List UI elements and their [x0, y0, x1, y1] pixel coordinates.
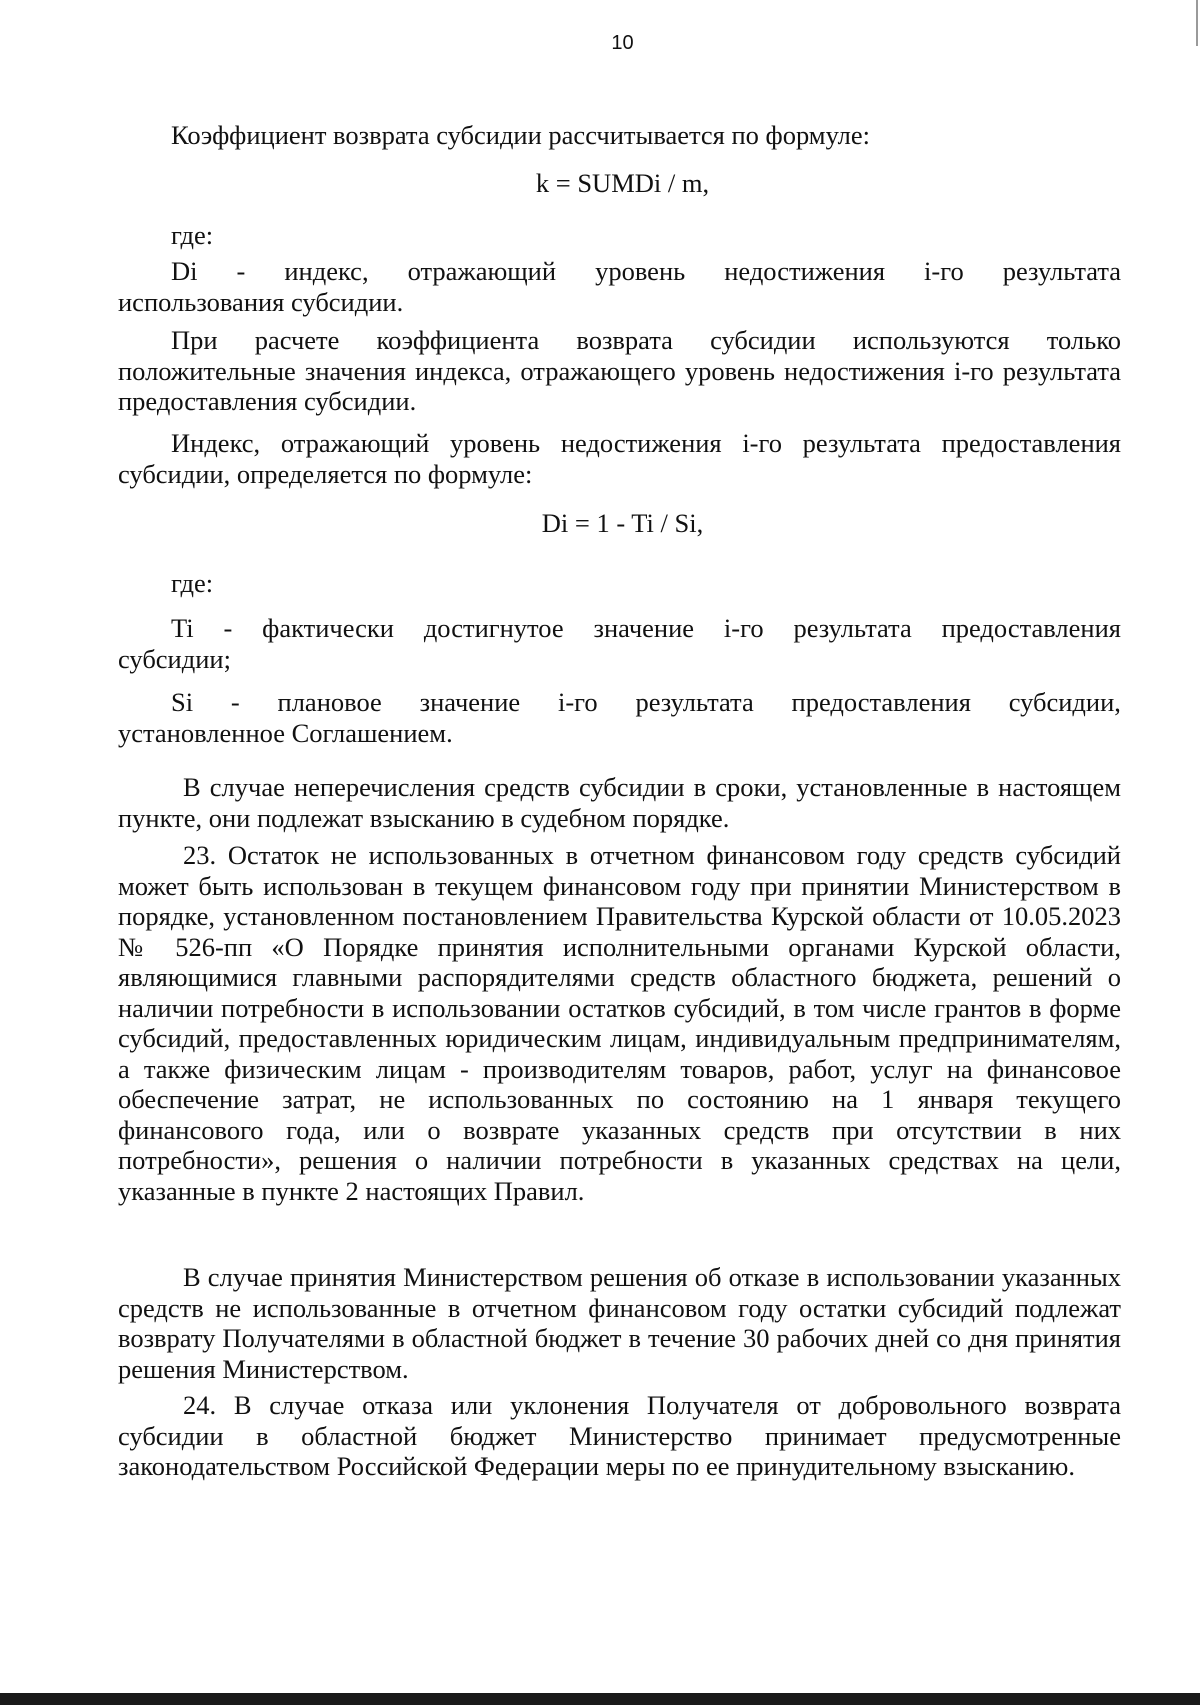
paragraph-refusal-decision: В случае принятия Министерством решения об отказе в использовании указанных средств не использованные в отчетном финансовом году остатки субсидий подлежат возврату Получателями в областной бюджет в течение 30 рабочих дней со дня принятия решения Министерством. [118, 1262, 1121, 1384]
definition-si-first-line: Si - плановое значение i-го результата предоставления субсидии, [171, 687, 1121, 717]
paragraph-index-formula: Индекс, отражающий уровень недостижения i-го результата предоставления субсидии, определяется по формуле: [118, 428, 1121, 489]
definition-ti [118, 613, 1121, 674]
definition-si-continuation: установленное Соглашением. [118, 717, 453, 748]
definition-di-continuation: использования субсидии. [118, 286, 404, 317]
paragraph-item-24: 24. В случае отказа или уклонения Получателя от добровольного возврата субсидии в областной бюджет Министерство принимает предусмотренные законодательством Российской Федерации меры по ее принудительному взысканию. [118, 1390, 1121, 1481]
where-label-2: где: [171, 568, 214, 598]
where-label-1: где: [171, 220, 214, 250]
paragraph-court-recovery: В случае неперечисления средств субсидии в сроки, установленные в настоящем пункте, они подлежат взысканию в судебном порядке. [118, 772, 1121, 833]
formula-k: k = SUMDi / m, [535, 168, 710, 198]
paragraph-formula-intro: Коэффициент возврата субсидии рассчитывается по формуле: [171, 120, 871, 150]
definition-ti-first-line: Ti - фактически достигнутое значение i-го результата предоставления [171, 613, 1121, 643]
definition-si [118, 687, 1121, 748]
formula-di: Di = 1 - Ti / Si, [541, 508, 704, 538]
paragraph-item-23: 23. Остаток не использованных в отчетном финансовом году средств субсидий может быть использован в текущем финансовом году при принятии Министерством в порядке, установленном постановлением Правительства Курской области от 10.05.2023 № 526-пп «О Порядке принятия исполнительными органами Курской области, являющимися главными распорядителями средств областного бюджета, решений о наличии потребности в использовании остатков субсидий, в том числе грантов в форме субсидий, предоставленных юридическим лицам, индивидуальным предпринимателям, а также физическим лицам - производителям товаров, работ, услуг на финансовое обеспечение затрат, не использованных по состоянию на 1 января текущего финансового года, или о возврате указанных средств при отсутствии в них потребности», решения о наличии потребности в указанных средствах на цели, указанные в пункте 2 настоящих Правил. [118, 840, 1121, 1206]
definition-di-first-line: Di - индекс, отражающий уровень недостижения i-го результата [171, 256, 1121, 286]
definition-ti-continuation: субсидии; [118, 643, 231, 674]
definition-di [118, 256, 1121, 317]
paragraph-positive-values: При расчете коэффициента возврата субсидии используются только положительные значения индекса, отражающего уровень недостижения i-го результата предоставления субсидии. [118, 325, 1121, 416]
scan-bottom-border [0, 1693, 1200, 1705]
page-number: 10 [611, 32, 634, 54]
